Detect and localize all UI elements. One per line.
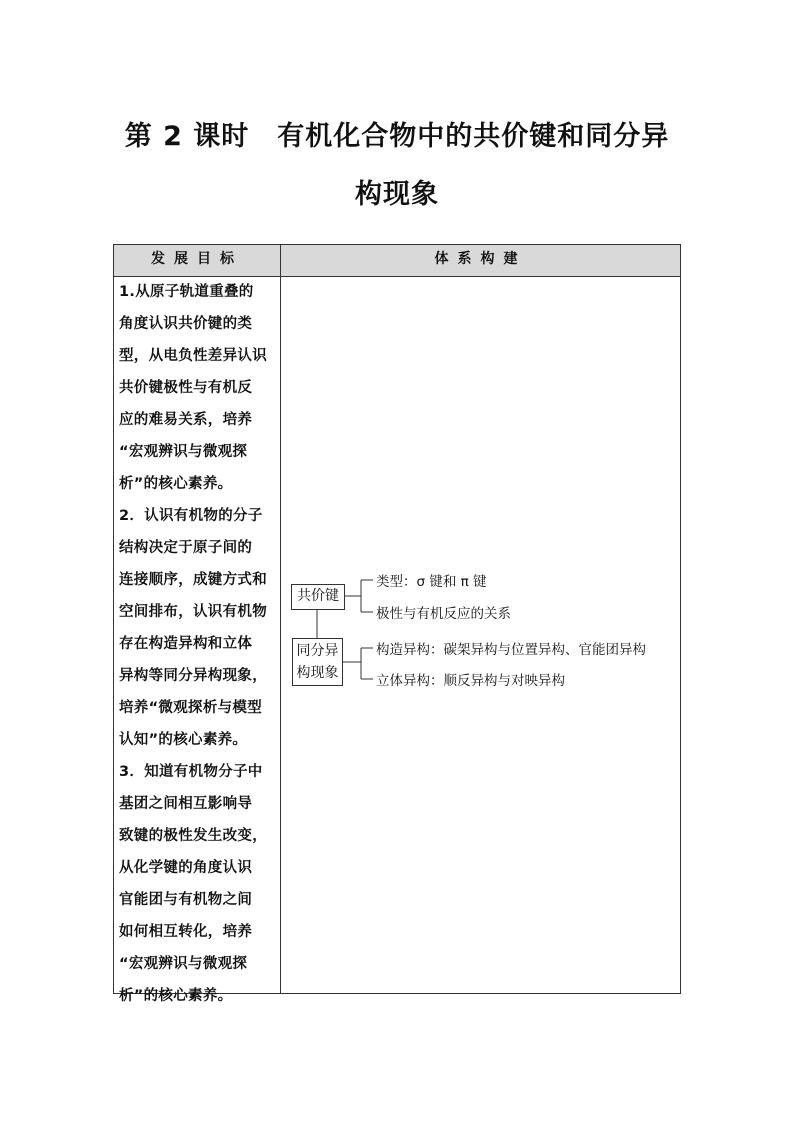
goal-text-line: 2．认识有机物的分子 xyxy=(119,508,263,524)
goal-text-line: 基团之间相互影响导 xyxy=(119,796,253,812)
goal-text-line: 异构等同分异构现象， xyxy=(119,668,267,684)
branch-bond-types: 类型：σ 键和 π 键 xyxy=(376,574,487,590)
goal-text-line: 角度认识共价键的类 xyxy=(119,316,253,332)
node-isomerism-line1: 同分异 xyxy=(296,643,339,659)
goal-text-line: 1.从原子轨道重叠的 xyxy=(119,284,254,300)
goal-text-line: 析”的核心素养。 xyxy=(119,476,233,492)
goal-text-line: 连接顺序，成键方式和 xyxy=(119,572,267,588)
goal-text-line: 从化学键的角度认识 xyxy=(119,860,253,876)
header-development-goals: 发展目标 xyxy=(151,251,243,267)
node-covalent-bond: 共价键 xyxy=(291,584,345,610)
goal-text-line: 认知”的核心素养。 xyxy=(119,732,248,748)
header-system-construction: 体系构建 xyxy=(434,251,527,267)
goal-text-line: 空间排布，认识有机物 xyxy=(119,604,267,620)
page-title-line2: 构现象 xyxy=(355,179,439,210)
page-title-line1: 第 2 课时 有机化合物中的共价键和同分异 xyxy=(124,121,670,152)
goal-text-line: 官能团与有机物之间 xyxy=(119,892,253,908)
goal-text-line: 应的难易关系，培养 xyxy=(119,412,253,428)
goal-text-line: 结构决定于原子间的 xyxy=(119,540,253,556)
goal-text-line: 如何相互转化，培养 xyxy=(119,924,253,940)
goal-text-line: 3．知道有机物分子中 xyxy=(119,764,263,780)
branch-polarity: 极性与有机反应的关系 xyxy=(376,606,511,622)
goal-text-line: “宏观辨识与微观探 xyxy=(119,444,248,460)
goal-text-line: 培养“微观探析与模型 xyxy=(119,700,263,716)
goal-text-line: “宏观辨识与微观探 xyxy=(119,956,248,972)
goal-text-line: 析”的核心素养。 xyxy=(119,988,233,1004)
goal-text-line: 共价键极性与有机反 xyxy=(119,380,253,396)
node-isomerism-line2: 构现象 xyxy=(296,665,339,681)
table-header xyxy=(114,245,680,277)
column-divider xyxy=(280,245,281,993)
node-isomerism xyxy=(292,638,343,686)
goal-text-line: 致键的极性发生改变， xyxy=(119,828,267,844)
goals-cell xyxy=(119,278,279,1014)
branch-stereoisomerism: 立体异构：顺反异构与对映异构 xyxy=(376,673,565,689)
goal-text-line: 存在构造异构和立体 xyxy=(119,636,253,652)
branch-structural-isomerism: 构造异构：碳架异构与位置异构、官能团异构 xyxy=(376,642,646,658)
goal-text-line: 型，从电负性差异认识 xyxy=(119,348,267,364)
